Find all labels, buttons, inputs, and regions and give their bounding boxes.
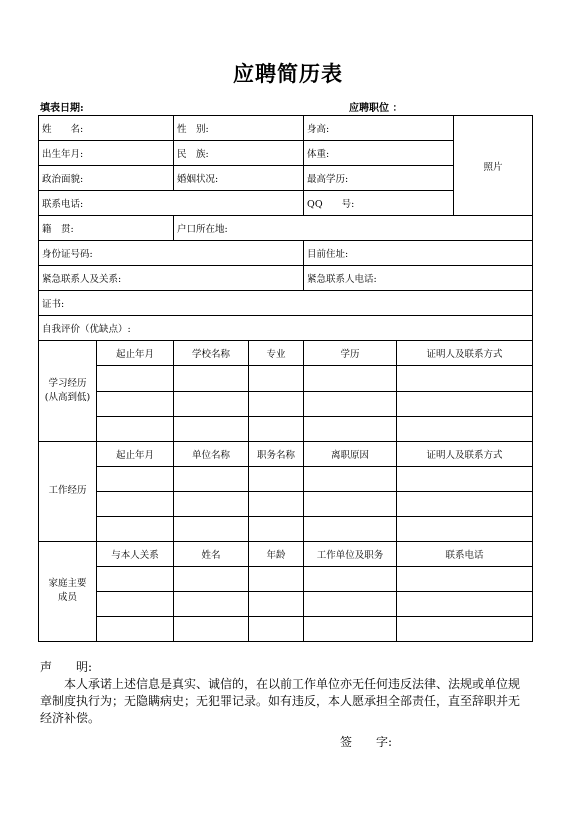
resume-form-table: [38, 115, 533, 642]
work-cell[interactable]: [304, 466, 397, 491]
native-label: 籍 贯:: [42, 224, 74, 236]
work-cell[interactable]: [174, 491, 249, 516]
study-header-degree: 学历: [304, 341, 397, 366]
study-cell[interactable]: [304, 366, 397, 391]
family-section-label: [39, 541, 97, 641]
work-cell[interactable]: [249, 466, 304, 491]
weight-field[interactable]: [304, 141, 454, 166]
family-cell[interactable]: [397, 566, 533, 591]
family-label-line2: 成员: [57, 592, 77, 604]
family-header-employer: 工作单位及职务: [304, 541, 397, 566]
work-header-company: 单位名称: [174, 441, 249, 466]
table-row: [39, 516, 533, 541]
birth-field[interactable]: [39, 141, 174, 166]
study-cell[interactable]: [174, 391, 249, 416]
study-cell[interactable]: [249, 366, 304, 391]
study-cell[interactable]: [97, 366, 174, 391]
study-cell[interactable]: [174, 416, 249, 441]
table-row: [39, 591, 533, 616]
declaration-heading: 声 明:: [40, 660, 93, 674]
ethnicity-field[interactable]: [174, 141, 304, 166]
height-label: 身高:: [307, 124, 330, 136]
id-number-field[interactable]: [39, 241, 304, 266]
work-header-period: 起止年月: [97, 441, 174, 466]
study-cell[interactable]: [304, 416, 397, 441]
study-header-reference: 证明人及联系方式: [397, 341, 533, 366]
photo-label: 照片: [483, 161, 503, 173]
work-cell[interactable]: [97, 516, 174, 541]
family-header-name: 姓名: [174, 541, 249, 566]
study-cell[interactable]: [304, 391, 397, 416]
declaration: [40, 659, 530, 727]
emergency-contact-label: 紧急联系人及关系:: [42, 274, 122, 286]
family-cell[interactable]: [174, 566, 249, 591]
study-cell[interactable]: [97, 416, 174, 441]
table-row: [39, 566, 533, 591]
gender-label: 性 别:: [177, 124, 209, 136]
study-cell[interactable]: [174, 366, 249, 391]
emergency-phone-field[interactable]: [304, 266, 533, 291]
study-cell[interactable]: [397, 391, 533, 416]
study-cell[interactable]: [249, 391, 304, 416]
work-cell[interactable]: [304, 516, 397, 541]
qq-label: QQ 号:: [307, 199, 355, 211]
table-row: [39, 391, 533, 416]
work-cell[interactable]: [304, 491, 397, 516]
gender-field[interactable]: [174, 116, 304, 141]
education-field[interactable]: [304, 166, 454, 191]
work-header-title: 职务名称: [249, 441, 304, 466]
work-cell[interactable]: [397, 491, 533, 516]
family-cell[interactable]: [97, 616, 174, 641]
education-label: 最高学历:: [307, 174, 349, 186]
family-cell[interactable]: [174, 616, 249, 641]
table-row: [39, 491, 533, 516]
height-field[interactable]: [304, 116, 454, 141]
study-section-label: [39, 341, 97, 441]
marital-field[interactable]: [174, 166, 304, 191]
name-label: 姓 名:: [42, 124, 84, 136]
study-cell[interactable]: [249, 416, 304, 441]
study-header-period: 起止年月: [97, 341, 174, 366]
work-header-reference: 证明人及联系方式: [397, 441, 533, 466]
work-cell[interactable]: [397, 516, 533, 541]
id-number-label: 身份证号码:: [42, 249, 93, 261]
form-title: 应聘简历表: [233, 61, 343, 86]
self-eval-field[interactable]: [39, 316, 533, 341]
study-label-line1: 学习经历: [48, 378, 87, 390]
study-header-school: 学校名称: [174, 341, 249, 366]
address-field[interactable]: [304, 241, 533, 266]
political-label: 政治面貌:: [42, 174, 84, 186]
qq-field[interactable]: [304, 191, 454, 216]
work-header-reason: 离职原因: [304, 441, 397, 466]
study-cell[interactable]: [397, 366, 533, 391]
family-header-relation: 与本人关系: [97, 541, 174, 566]
table-row: [39, 416, 533, 441]
political-field[interactable]: [39, 166, 174, 191]
work-cell[interactable]: [249, 491, 304, 516]
hukou-label: 户口所在地:: [177, 224, 228, 236]
family-cell[interactable]: [97, 591, 174, 616]
family-label-line1: 家庭主要: [48, 578, 87, 590]
phone-label: 联系电话:: [42, 199, 84, 211]
work-cell[interactable]: [174, 466, 249, 491]
ethnicity-label: 民 族:: [177, 149, 209, 161]
work-cell[interactable]: [97, 491, 174, 516]
family-cell[interactable]: [397, 616, 533, 641]
hukou-field[interactable]: [174, 216, 533, 241]
emergency-contact-field[interactable]: [39, 266, 304, 291]
signature-label: 签 字:: [340, 735, 393, 749]
family-cell[interactable]: [97, 566, 174, 591]
family-cell[interactable]: [304, 616, 397, 641]
study-label-line2: (从高到低): [44, 392, 91, 404]
work-cell[interactable]: [249, 516, 304, 541]
work-cell[interactable]: [397, 466, 533, 491]
table-row: [39, 366, 533, 391]
table-row: [39, 616, 533, 641]
birth-label: 出生年月:: [42, 149, 84, 161]
photo-box[interactable]: [454, 116, 533, 216]
family-header-age: 年龄: [249, 541, 304, 566]
study-cell[interactable]: [97, 391, 174, 416]
name-field[interactable]: [39, 116, 174, 141]
family-cell[interactable]: [397, 591, 533, 616]
study-cell[interactable]: [397, 416, 533, 441]
work-cell[interactable]: [174, 516, 249, 541]
family-cell[interactable]: [249, 591, 304, 616]
work-cell[interactable]: [97, 466, 174, 491]
certificates-label: 证书:: [42, 299, 65, 311]
certificates-field[interactable]: [39, 291, 533, 316]
address-label: 目前住址:: [307, 249, 349, 261]
native-field[interactable]: [39, 216, 174, 241]
table-row: [39, 466, 533, 491]
study-header-major: 专业: [249, 341, 304, 366]
weight-label: 体重:: [307, 149, 330, 161]
position-label: 应聘职位 ：: [349, 103, 403, 114]
self-eval-label: 自我评价（优缺点）:: [42, 324, 131, 336]
family-cell[interactable]: [249, 616, 304, 641]
emergency-phone-label: 紧急联系人电话:: [307, 274, 377, 286]
family-header-phone: 联系电话: [397, 541, 533, 566]
fill-date-label: 填表日期:: [40, 103, 84, 114]
declaration-text: 本人承诺上述信息是真实、诚信的，在以前工作单位亦无任何违反法律、法规或单位规章制度执行为；无隐瞒病史；无犯罪记录。如有违反，本人愿承担全部责任，直至辞职并无经济补偿。: [40, 677, 521, 725]
marital-label: 婚姻状况:: [177, 174, 219, 186]
family-cell[interactable]: [304, 591, 397, 616]
family-cell[interactable]: [304, 566, 397, 591]
phone-field[interactable]: [39, 191, 304, 216]
family-cell[interactable]: [249, 566, 304, 591]
family-cell[interactable]: [174, 591, 249, 616]
work-section-label: 工作经历: [39, 441, 97, 541]
